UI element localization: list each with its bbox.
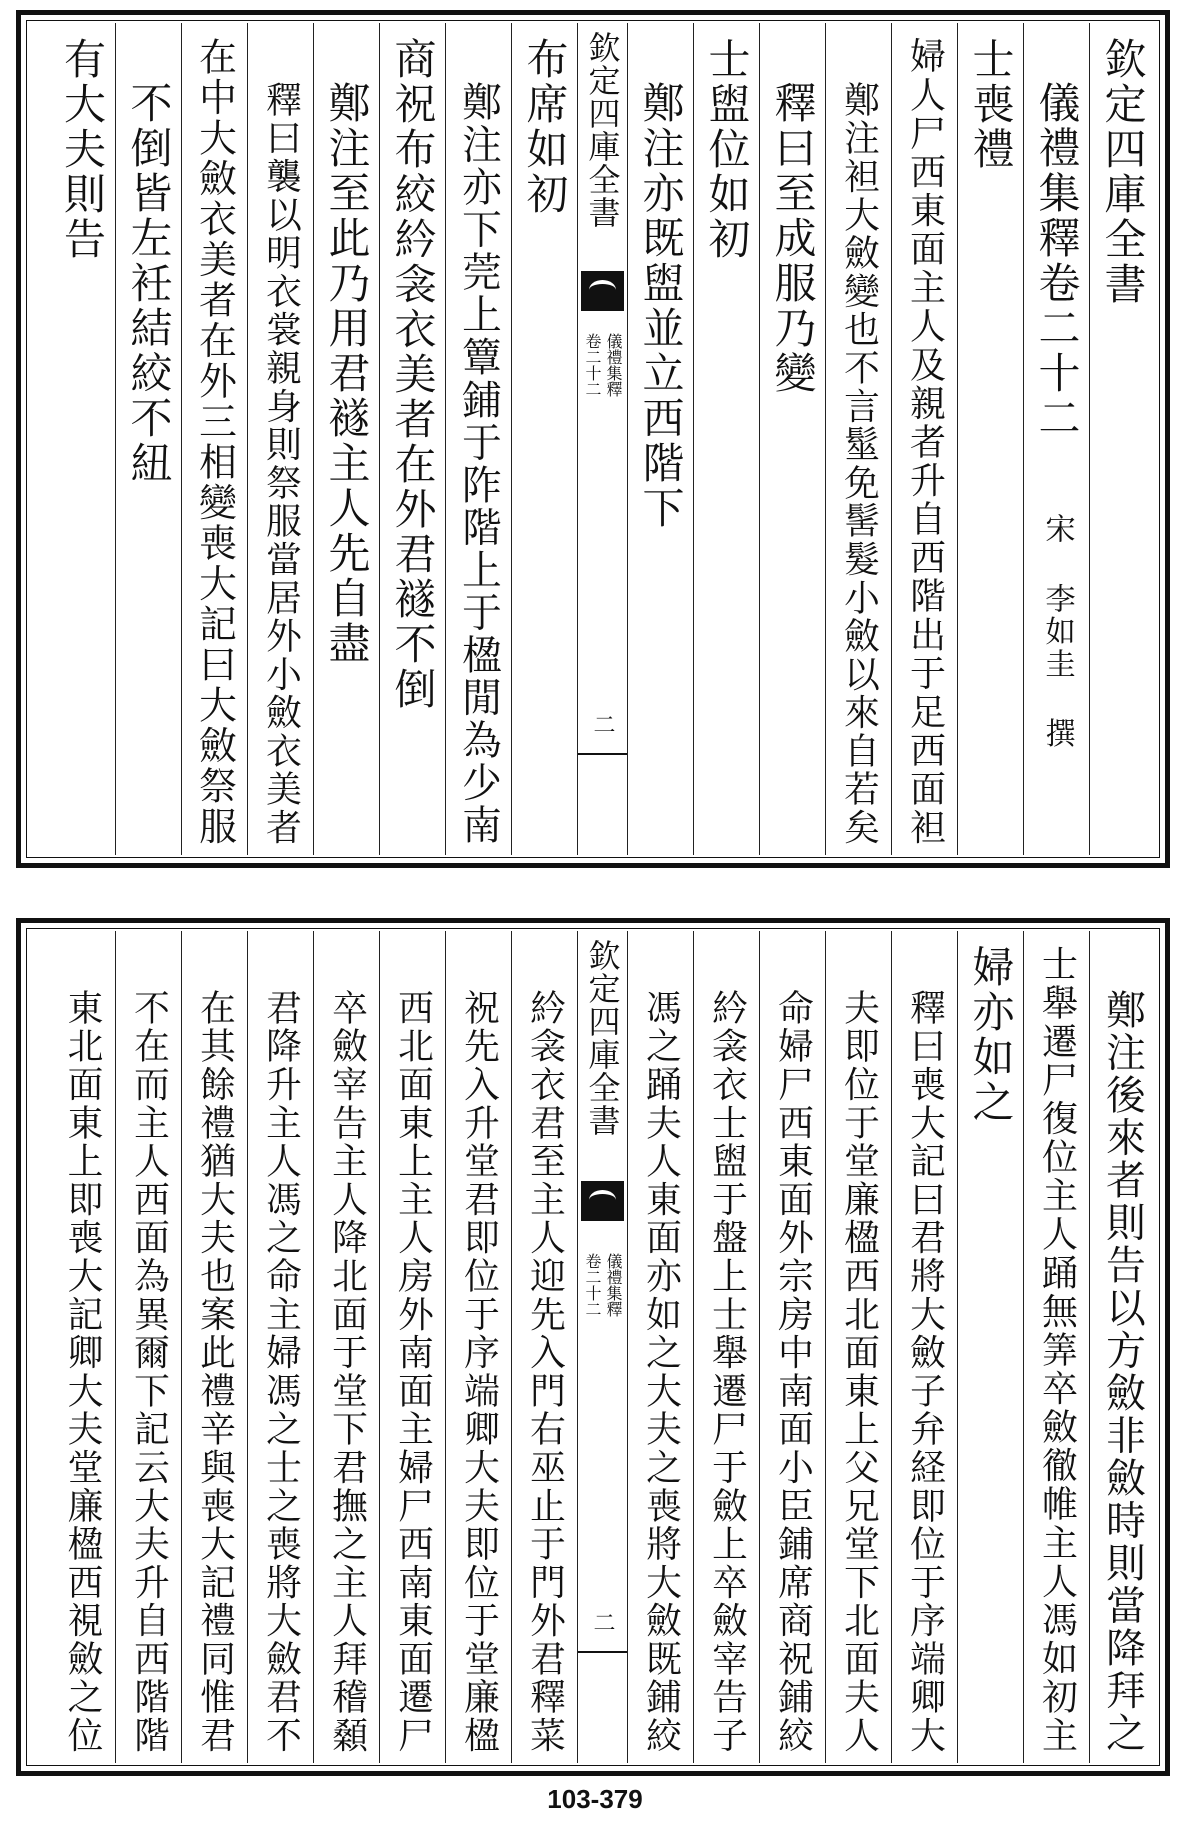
volume-title: 儀禮集釋卷二十二 (1032, 81, 1082, 441)
text-column (759, 931, 825, 1763)
text-column (49, 931, 115, 1763)
page-footer-number: 103-379 (547, 1784, 643, 1814)
commentary-line: 不倒皆左衽結絞不紐 (124, 81, 174, 486)
main-text-line: 士舉遷尸復位主人踊無筭卒斂徹帷主人馮如初主 (1036, 945, 1078, 1755)
text-column (511, 23, 577, 855)
commentary-line: 鄭注後來者則告以方斂非斂時則當降拜之 (1099, 989, 1146, 1755)
banner-subtitle (583, 1253, 622, 1317)
banner-subtitle-line: 儀禮集釋 (604, 1253, 623, 1317)
commentary-line: 西北面東上主人房外南面主婦尸西南東面遷尸 (392, 989, 434, 1755)
banner-subtitle-line: 儀禮集釋 (604, 333, 623, 397)
page-number: 二 (590, 713, 615, 735)
text-column (379, 931, 445, 1763)
commentary-line: 卒斂宰告主人降北面于堂下君撫之主人拜稽顙 (326, 989, 368, 1755)
main-text-line: 有大夫則告 (58, 37, 107, 262)
text-column (247, 931, 313, 1763)
text-column (379, 23, 445, 855)
center-banner (577, 23, 627, 855)
page-number: 二 (590, 1611, 615, 1633)
text-column (115, 931, 181, 1763)
author-line: 宋 李如圭 撰 (1039, 513, 1075, 750)
fish-tail-mark (581, 271, 624, 311)
text-column (1023, 931, 1089, 1763)
columns-top (31, 23, 1155, 855)
commentary-line: 命婦尸西東面外宗房中南面小臣鋪席商祝鋪絞 (772, 989, 814, 1755)
text-column (445, 23, 511, 855)
text-column (693, 931, 759, 1763)
banner-divider (578, 753, 627, 755)
text-column (1089, 931, 1155, 1763)
commentary-line: 在中大斂衣美者在外三相變喪大記曰大斂祭服 (192, 37, 237, 847)
text-column (627, 931, 693, 1763)
banner-subtitle-line: 卷二十二 (583, 1253, 602, 1317)
banner-subtitle-line: 卷二十二 (583, 333, 602, 397)
banner-divider (578, 1651, 627, 1653)
page-top (16, 10, 1170, 868)
text-column (1089, 23, 1155, 855)
columns-bottom (31, 931, 1155, 1763)
main-text-line: 布席如初 (520, 37, 570, 217)
commentary-line: 紟衾衣士盥于盤上士舉遷尸于斂上卒斂宰告子 (706, 989, 748, 1755)
text-column (825, 931, 891, 1763)
text-column (627, 23, 693, 855)
commentary-line: 君降升主人馮之命主婦馮之士之喪將大斂君不 (260, 989, 302, 1755)
center-banner (577, 931, 627, 1763)
commentary-line: 紟衾衣君至主人迎先入門右巫止于門外君釋菜 (524, 989, 566, 1755)
commentary-line: 釋曰襲以明衣裳親身則祭服當居外小斂衣美者 (260, 81, 302, 847)
text-column (181, 23, 247, 855)
commentary-line: 鄭注亦下莞上簟鋪于阼階上于楹閒為少南 (455, 81, 502, 847)
text-column (759, 23, 825, 855)
text-column (181, 931, 247, 1763)
text-column (1023, 23, 1089, 855)
main-text-line: 商祝布絞紟衾衣美者在外君襚不倒 (388, 37, 438, 712)
text-column (511, 931, 577, 1763)
text-column (313, 931, 379, 1763)
section-heading: 士喪禮 (966, 37, 1016, 172)
text-column (891, 931, 957, 1763)
text-column (115, 23, 181, 855)
fish-tail-mark (581, 1181, 624, 1221)
commentary-line: 夫即位于堂廉楹西北面東上父兄堂下北面夫人 (838, 989, 880, 1755)
commentary-line: 在其餘禮猶大夫也案此禮辛與喪大記禮同惟君 (194, 989, 236, 1755)
text-column (247, 23, 313, 855)
commentary-line: 東北面東上即喪大記卿大夫堂廉楹西視斂之位 (62, 989, 103, 1755)
commentary-line: 鄭注亦既盥並立西階下 (636, 81, 686, 531)
text-column (957, 931, 1023, 1763)
text-column (445, 931, 511, 1763)
text-column (693, 23, 759, 855)
commentary-line: 釋曰喪大記曰君將大斂子弁経即位于序端卿大 (904, 989, 946, 1755)
banner-subtitle (583, 333, 622, 397)
book-title: 欽定四庫全書 (1098, 37, 1148, 307)
text-column (49, 23, 115, 855)
commentary-line: 祝先入升堂君即位于序端卿大夫即位于堂廉楹 (458, 989, 500, 1755)
main-text-line: 婦人尸西東面主人及親者升自西階出于足西面袒 (904, 37, 946, 847)
banner-title: 欽定四庫全書 (583, 939, 622, 1137)
commentary-line: 不在而主人西面為異爾下記云大夫升自西階階 (128, 989, 170, 1755)
text-column (313, 23, 379, 855)
banner-title: 欽定四庫全書 (583, 31, 622, 229)
commentary-line: 馮之踊夫人東面亦如之大夫之喪將大斂既鋪絞 (640, 989, 682, 1755)
main-text-line: 士盥位如初 (702, 37, 752, 262)
commentary-line: 釋曰至成服乃變 (768, 81, 818, 396)
main-text-line: 婦亦如之 (966, 945, 1016, 1125)
text-column (891, 23, 957, 855)
commentary-line: 鄭注袒大斂變也不言髽免髺髮小斂以來自若矣 (838, 81, 880, 847)
commentary-line: 鄭注至此乃用君襚主人先自盡 (322, 81, 372, 666)
text-column (957, 23, 1023, 855)
text-column (825, 23, 891, 855)
page-bottom (16, 918, 1170, 1776)
